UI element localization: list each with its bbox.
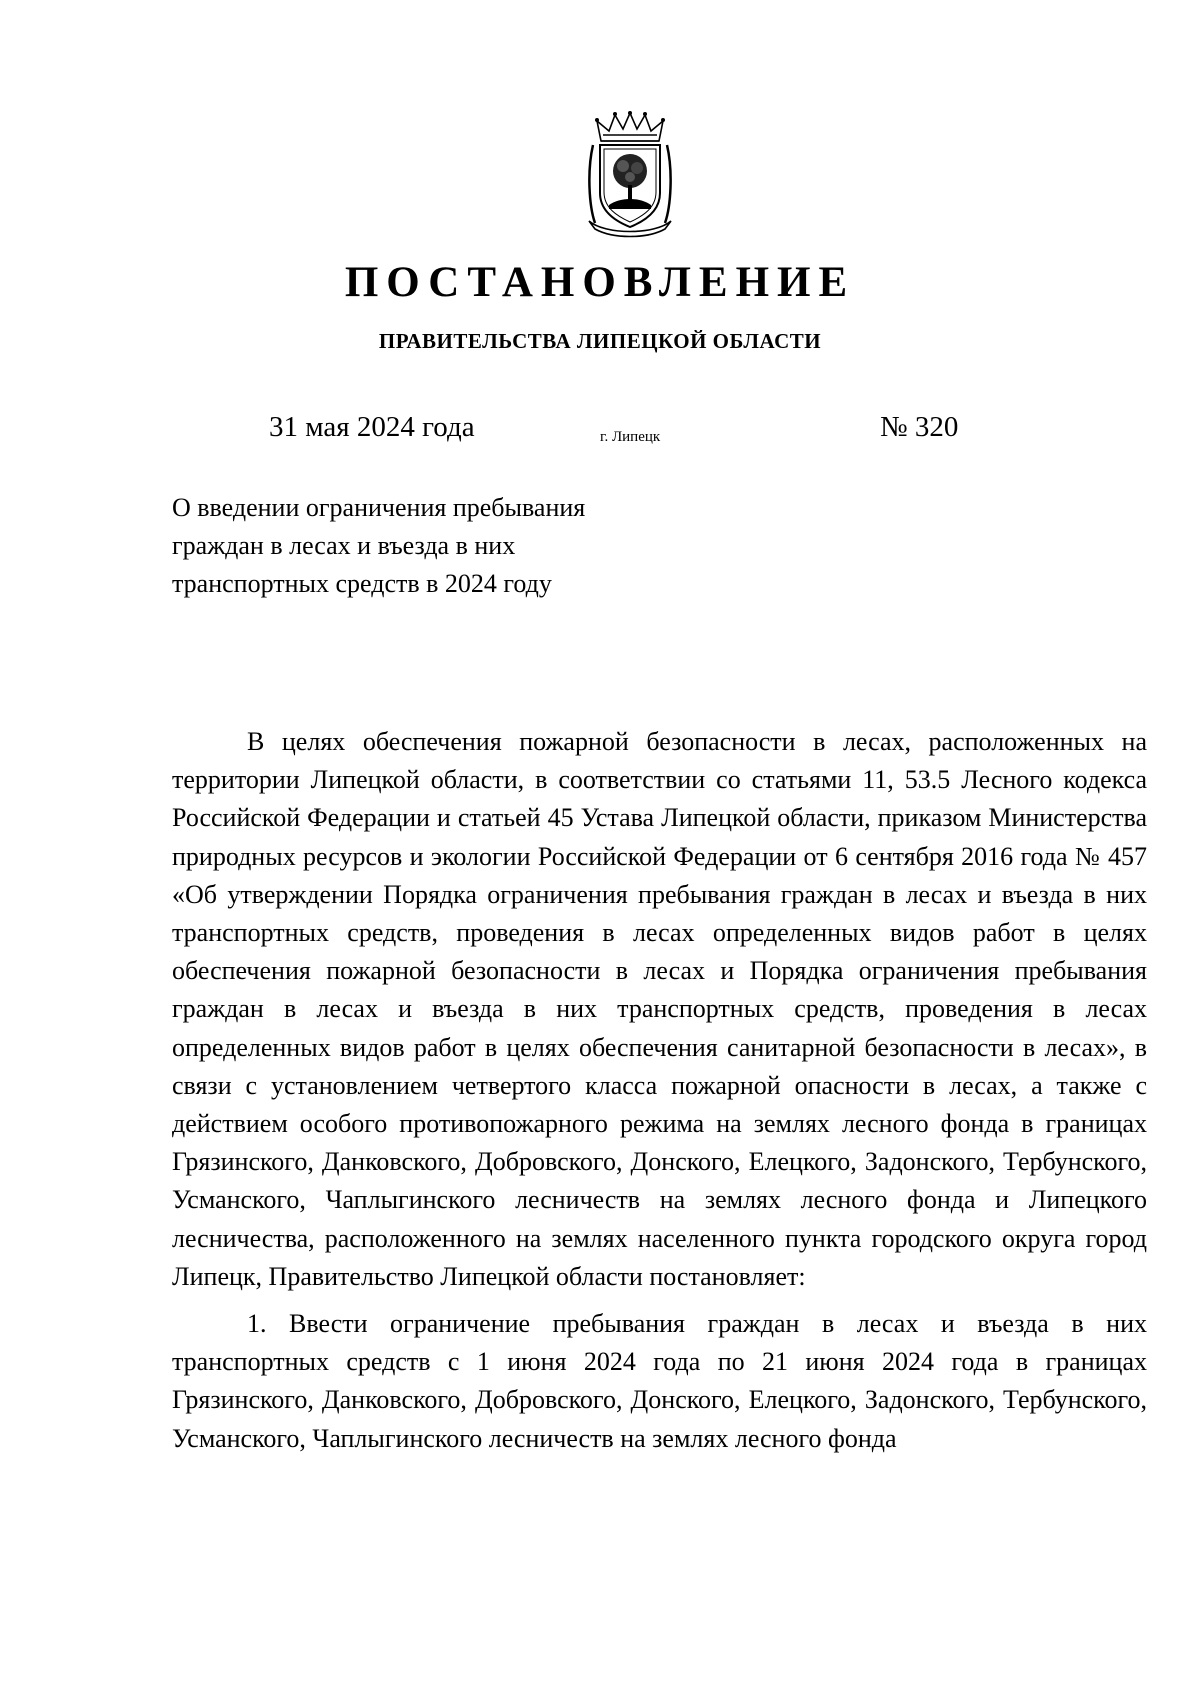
subject-line: О введении ограничения пребывания	[172, 493, 586, 522]
document-body	[172, 723, 1147, 1458]
preamble-paragraph: В целях обеспечения пожарной безопасности в лесах, расположенных на территории Липецкой области, в соответствии со статьями 11, 53.5 Лесного кодекса Российской Федерации и статьей 45 Устава Липецкой области, приказом Министерства природных ресурсов и экологии Российской Федерации от 6 сентября 2016 года № 457 «Об утверждении Порядка ограничения пребывания граждан в лесах и въезда в них транспортных средств, проведения в лесах определенных видов работ в целях обеспечения пожарной безопасности в лесах и Порядка ограничения пребывания граждан в лесах и въезда в них транспортных средств, проведения в лесах определенных видов работ в целях обеспечения санитарной безопасности в лесах», в связи с установлением четвертого класса пожарной опасности в лесах, а также с действием особого противопожарного режима на землях лесного фонда в границах Грязинского, Данковского, Добровского, Донского, Елецкого, Задонского, Тербунского, Усманского, Чаплыгинского лесничеств на землях лесного фонда и Липецкого лесничества, расположенного на землях населенного пункта городского округа город Липецк, Правительство Липецкой области постановляет:	[172, 727, 1147, 1291]
document-number: № 320	[880, 411, 959, 443]
document-date: 31 мая 2024 года	[269, 411, 475, 443]
subject-line: граждан в лесах и въезда в них	[172, 531, 516, 560]
clause-paragraph: 1. Ввести ограничение пребывания граждан в лесах и въезда в них транспортных средств с 1 июня 2024 года по 21 июня 2024 года в границах Грязинского, Данковского, Добровского, Донского, Елецкого, Задонского, Тербунского, Усманского, Чаплыгинского лесничеств на землях лесного фонда	[172, 1309, 1147, 1453]
document-city: г. Липецк	[600, 429, 661, 445]
coat-of-arms-emblem	[585, 111, 675, 241]
document-type-title: ПОСТАНОВЛЕНИЕ	[344, 259, 856, 306]
subject-line: транспортных средств в 2024 году	[172, 569, 552, 598]
issuing-authority: ПРАВИТЕЛЬСТВА ЛИПЕЦКОЙ ОБЛАСТИ	[378, 329, 822, 353]
document-subject	[172, 489, 672, 603]
